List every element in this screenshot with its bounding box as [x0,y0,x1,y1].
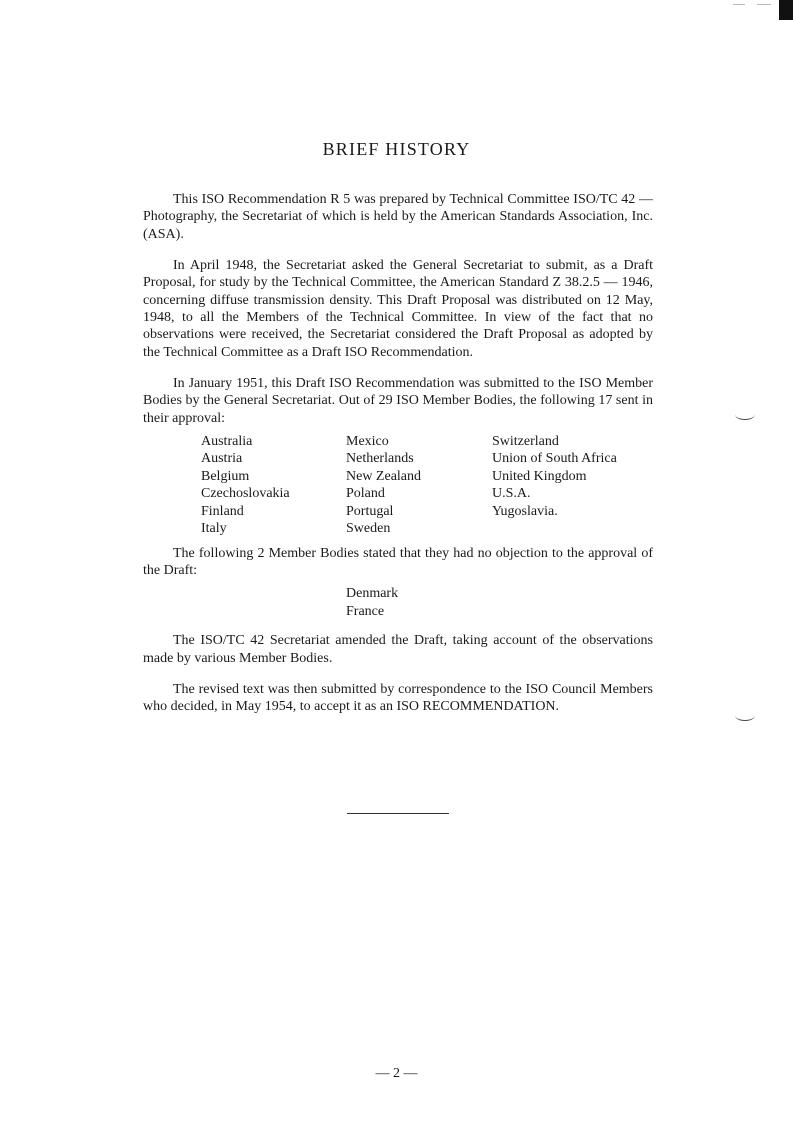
body-text [143,191,653,729]
member-name: Mexico [346,434,389,450]
member-name: United Kingdom [492,468,587,484]
paragraph-submission: In January 1951, this Draft ISO Recommendation was submitted to the ISO Member Bodies by the General Secretariat. Out of 29 ISO Member Bodies, the following 17 sent in their approval: [143,375,653,426]
approving-members-list [143,433,653,537]
member-name: Italy [201,521,227,537]
members-column-1 [201,433,346,537]
member-name: Czechoslovakia [201,486,290,502]
member-name: Belgium [201,468,250,484]
members-column-2 [346,433,492,537]
member-name: Sweden [346,521,391,537]
closing-rule [347,813,449,814]
member-name: U.S.A. [492,486,531,502]
scan-corner-mark [779,0,793,20]
member-name: France [346,603,385,619]
member-name: Finland [201,503,244,519]
member-name: Yugoslavia. [492,503,558,519]
scan-dash [757,4,771,5]
margin-mark [735,710,755,721]
page-title: BRIEF HISTORY [322,139,471,159]
paragraph-no-objection: The following 2 Member Bodies stated that they had no objection to the approval of the Draft: [143,545,653,578]
paragraph-acceptance: The revised text was then submitted by correspondence to the ISO Council Members who decided, in May 1954, to accept it as an ISO RECOMMENDATION. [143,681,653,714]
member-name: Netherlands [346,451,414,467]
members-column-3 [492,433,653,537]
member-name: Austria [201,451,243,467]
member-name: Portugal [346,503,394,519]
member-name: New Zealand [346,468,422,484]
member-name: Union of South Africa [492,451,617,467]
member-name: Denmark [346,586,399,602]
paragraph-amendment: The ISO/TC 42 Secretariat amended the Draft, taking account of the observations made by various Member Bodies. [143,633,653,666]
no-objection-members-list [346,585,653,620]
margin-mark [735,409,755,420]
paragraph-preparation: This ISO Recommendation R 5 was prepared by Technical Committee ISO/TC 42 — Photography, the Secretariat of which is held by the American Standards Association, Inc. (ASA). [143,192,653,242]
member-name: Australia [201,434,253,450]
page-number: — 2 — [375,1066,418,1081]
member-name: Poland [346,486,385,502]
scan-dash [733,4,745,5]
member-name: Switzerland [492,434,559,450]
paragraph-draft-proposal: In April 1948, the Secretariat asked the General Secretariat to submit, as a Draft Proposal, for study by the Technical Committee, the American Standard Z 38.2.5 — 1946, concerning diffuse transmission density. This Draft Proposal was distributed on 12 May, 1948, to all the Members of the Technical Committee. In view of the fact that no observations were received, the Secretariat considered the Draft Proposal as adopted by the Technical Committee as a Draft ISO Recommendation. [143,257,653,360]
